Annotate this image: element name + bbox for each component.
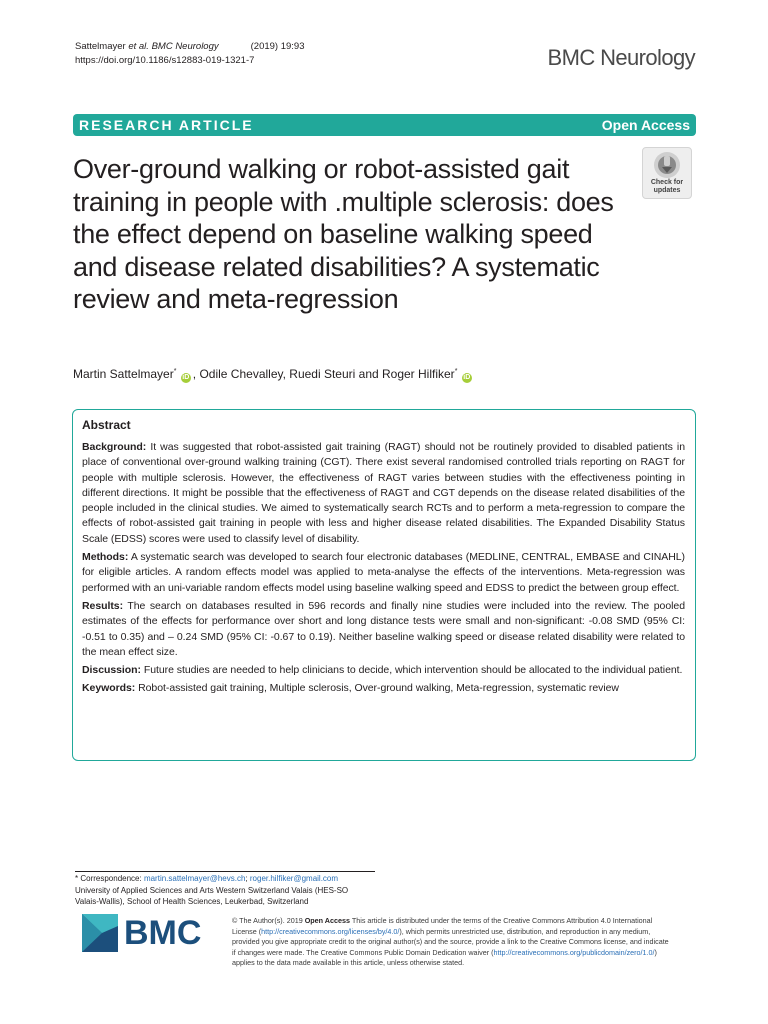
correspondence-footnote <box>75 873 405 908</box>
email-link[interactable]: roger.hilfiker@gmail.com <box>249 874 339 883</box>
check-for-updates-label-2: updates <box>653 187 681 194</box>
open-access-label: Open Access <box>601 117 690 133</box>
background-label: Background: <box>82 441 147 453</box>
check-for-updates-button[interactable] <box>642 147 692 199</box>
license-link[interactable]: http://creativecommons.org/licenses/by/4.0/ <box>261 926 400 936</box>
methods-text: A systematic search was developed to search four electronic databases (MEDLINE, CENTRAL, EMBASE and CINAHL) for eligible articles. A random effects model was applied to meta-analyse the effects of the interventions. Meta-regression was performed with an uni-variable random effects model using baseline walking speed and EDSS to predict the between group effect. <box>82 551 685 594</box>
license-text: This article is distributed under the terms of the Creative Commons Attribution 4.0 International License ( <box>232 916 653 936</box>
journal-name: BMC Neurology <box>547 45 695 70</box>
bmc-logo-icon <box>82 912 118 954</box>
license-open-access: Open Access <box>304 916 350 925</box>
author-list: Martin Sattelmayer* iD , Odile Chevalley, Ruedi Steuri and Roger Hilfiker* iD <box>73 367 471 381</box>
article-type-banner <box>73 114 696 136</box>
article-title: Over-ground walking or robot-assisted gait training in people with .multiple sclerosis: does the effect depend on baseline walking speed and disease related disabilities? A systematic review and meta-regression <box>73 154 614 314</box>
methods-label: Methods: <box>82 551 129 564</box>
corresponding-mark: * <box>173 368 177 375</box>
bmc-logo <box>82 912 217 954</box>
citation-line <box>75 40 305 54</box>
copyright: © The Author(s). 2019 <box>232 916 305 925</box>
abstract-box <box>72 409 696 761</box>
author-name[interactable]: Martin Sattelmayer <box>73 367 174 381</box>
affiliation-line: University of Applied Sciences and Arts Western Switzerland Valais (HES-SO <box>75 885 349 895</box>
abstract-results <box>82 599 685 660</box>
check-for-updates-icon <box>653 151 681 179</box>
email-link[interactable]: martin.sattelmayer@hevs.ch <box>143 874 246 883</box>
author-names-rest: Odile Chevalley, Ruedi Steuri and Roger Hilfiker <box>199 367 455 381</box>
corresponding-mark: * <box>454 368 458 375</box>
license-statement <box>232 916 672 969</box>
license-text: ) applies to the data made available in this article, unless otherwise stated. <box>232 947 657 967</box>
license-text: ), which permits unrestricted use, distribution, and reproduction in any medium, provided you give appropriate credit to the original author(s) and the source, provide a link to the Creative Commons license, and indicate if changes were made. The Creative Commons Public Domain Dedication waiver ( <box>232 926 669 957</box>
abstract-keywords <box>82 681 685 696</box>
orcid-icon[interactable]: iD <box>182 374 190 381</box>
bmc-logo-text: BMC <box>124 914 202 952</box>
article-type-label: RESEARCH ARTICLE <box>79 117 254 133</box>
citation-authors: Sattelmayer <box>75 41 129 52</box>
results-label: Results: <box>82 599 124 612</box>
doi-link[interactable]: https://doi.org/10.1186/s12883-019-1321-7 <box>75 55 255 66</box>
discussion-label: Discussion: <box>82 664 141 677</box>
correspondence-prefix: * Correspondence: <box>75 874 144 883</box>
discussion-text: Future studies are needed to help clinicians to decide, which intervention should be allocated to the individual patient. <box>140 664 683 677</box>
email-separator: ; <box>245 874 250 883</box>
abstract-heading: Abstract <box>82 418 131 432</box>
check-for-updates-label-1: Check for <box>650 179 684 186</box>
footnote-divider <box>75 871 375 872</box>
keywords-text: Robot-assisted gait training, Multiple sclerosis, Over-ground walking, Meta-regression, systematic review <box>135 682 619 695</box>
background-text: It was suggested that robot-assisted gait training (RAGT) should not be routinely provided to disabled patients in place of conventional over-ground walking training (CGT). There exist several randomised controlled trials reporting on RAGT for people with multiple sclerosis. However, the effectiveness of RAGT varies between studies with the effectiveness pointing in different directions. It might be possible that the effectiveness of RAGT and CGT depends on the disease related disabilities of the people included in the clinical studies. We aimed to systematically search RCTs and to perform a meta-regression to compare the effects of robot-assisted gait training in people with less and higher disease related disabilities. The Expanded Disability Status Scale (EDSS) scores were used to classify level of disability. <box>82 441 685 545</box>
affiliation-line: Valais-Wallis), School of Health Sciences, Leukerbad, Switzerland <box>75 897 309 906</box>
license-link[interactable]: http://creativecommons.org/publicdomain/zero/1.0/ <box>493 947 655 957</box>
keywords-label: Keywords: <box>82 682 136 695</box>
abstract-methods <box>82 550 685 596</box>
results-text: The search on databases resulted in 596 records and finally nine studies were included into the review. The pooled estimates of the effects for performance over short and long distance tests were small and non-significant: -0.08 SMD (95% CI: -0.51 to 0.35) and – 0.24 SMD (95% CI: -0.67 to 0.19). Neither baseline walking speed or disease related disability were related to the mean effect size. <box>82 599 685 658</box>
orcid-icon[interactable]: iD <box>463 374 471 381</box>
abstract-discussion <box>82 663 685 678</box>
citation-journal: et al. BMC Neurology <box>128 41 219 52</box>
citation-year: (2019) 19:93 <box>250 41 305 52</box>
running-head <box>75 40 305 68</box>
abstract-background <box>82 440 685 547</box>
correspondence-line <box>75 873 405 885</box>
